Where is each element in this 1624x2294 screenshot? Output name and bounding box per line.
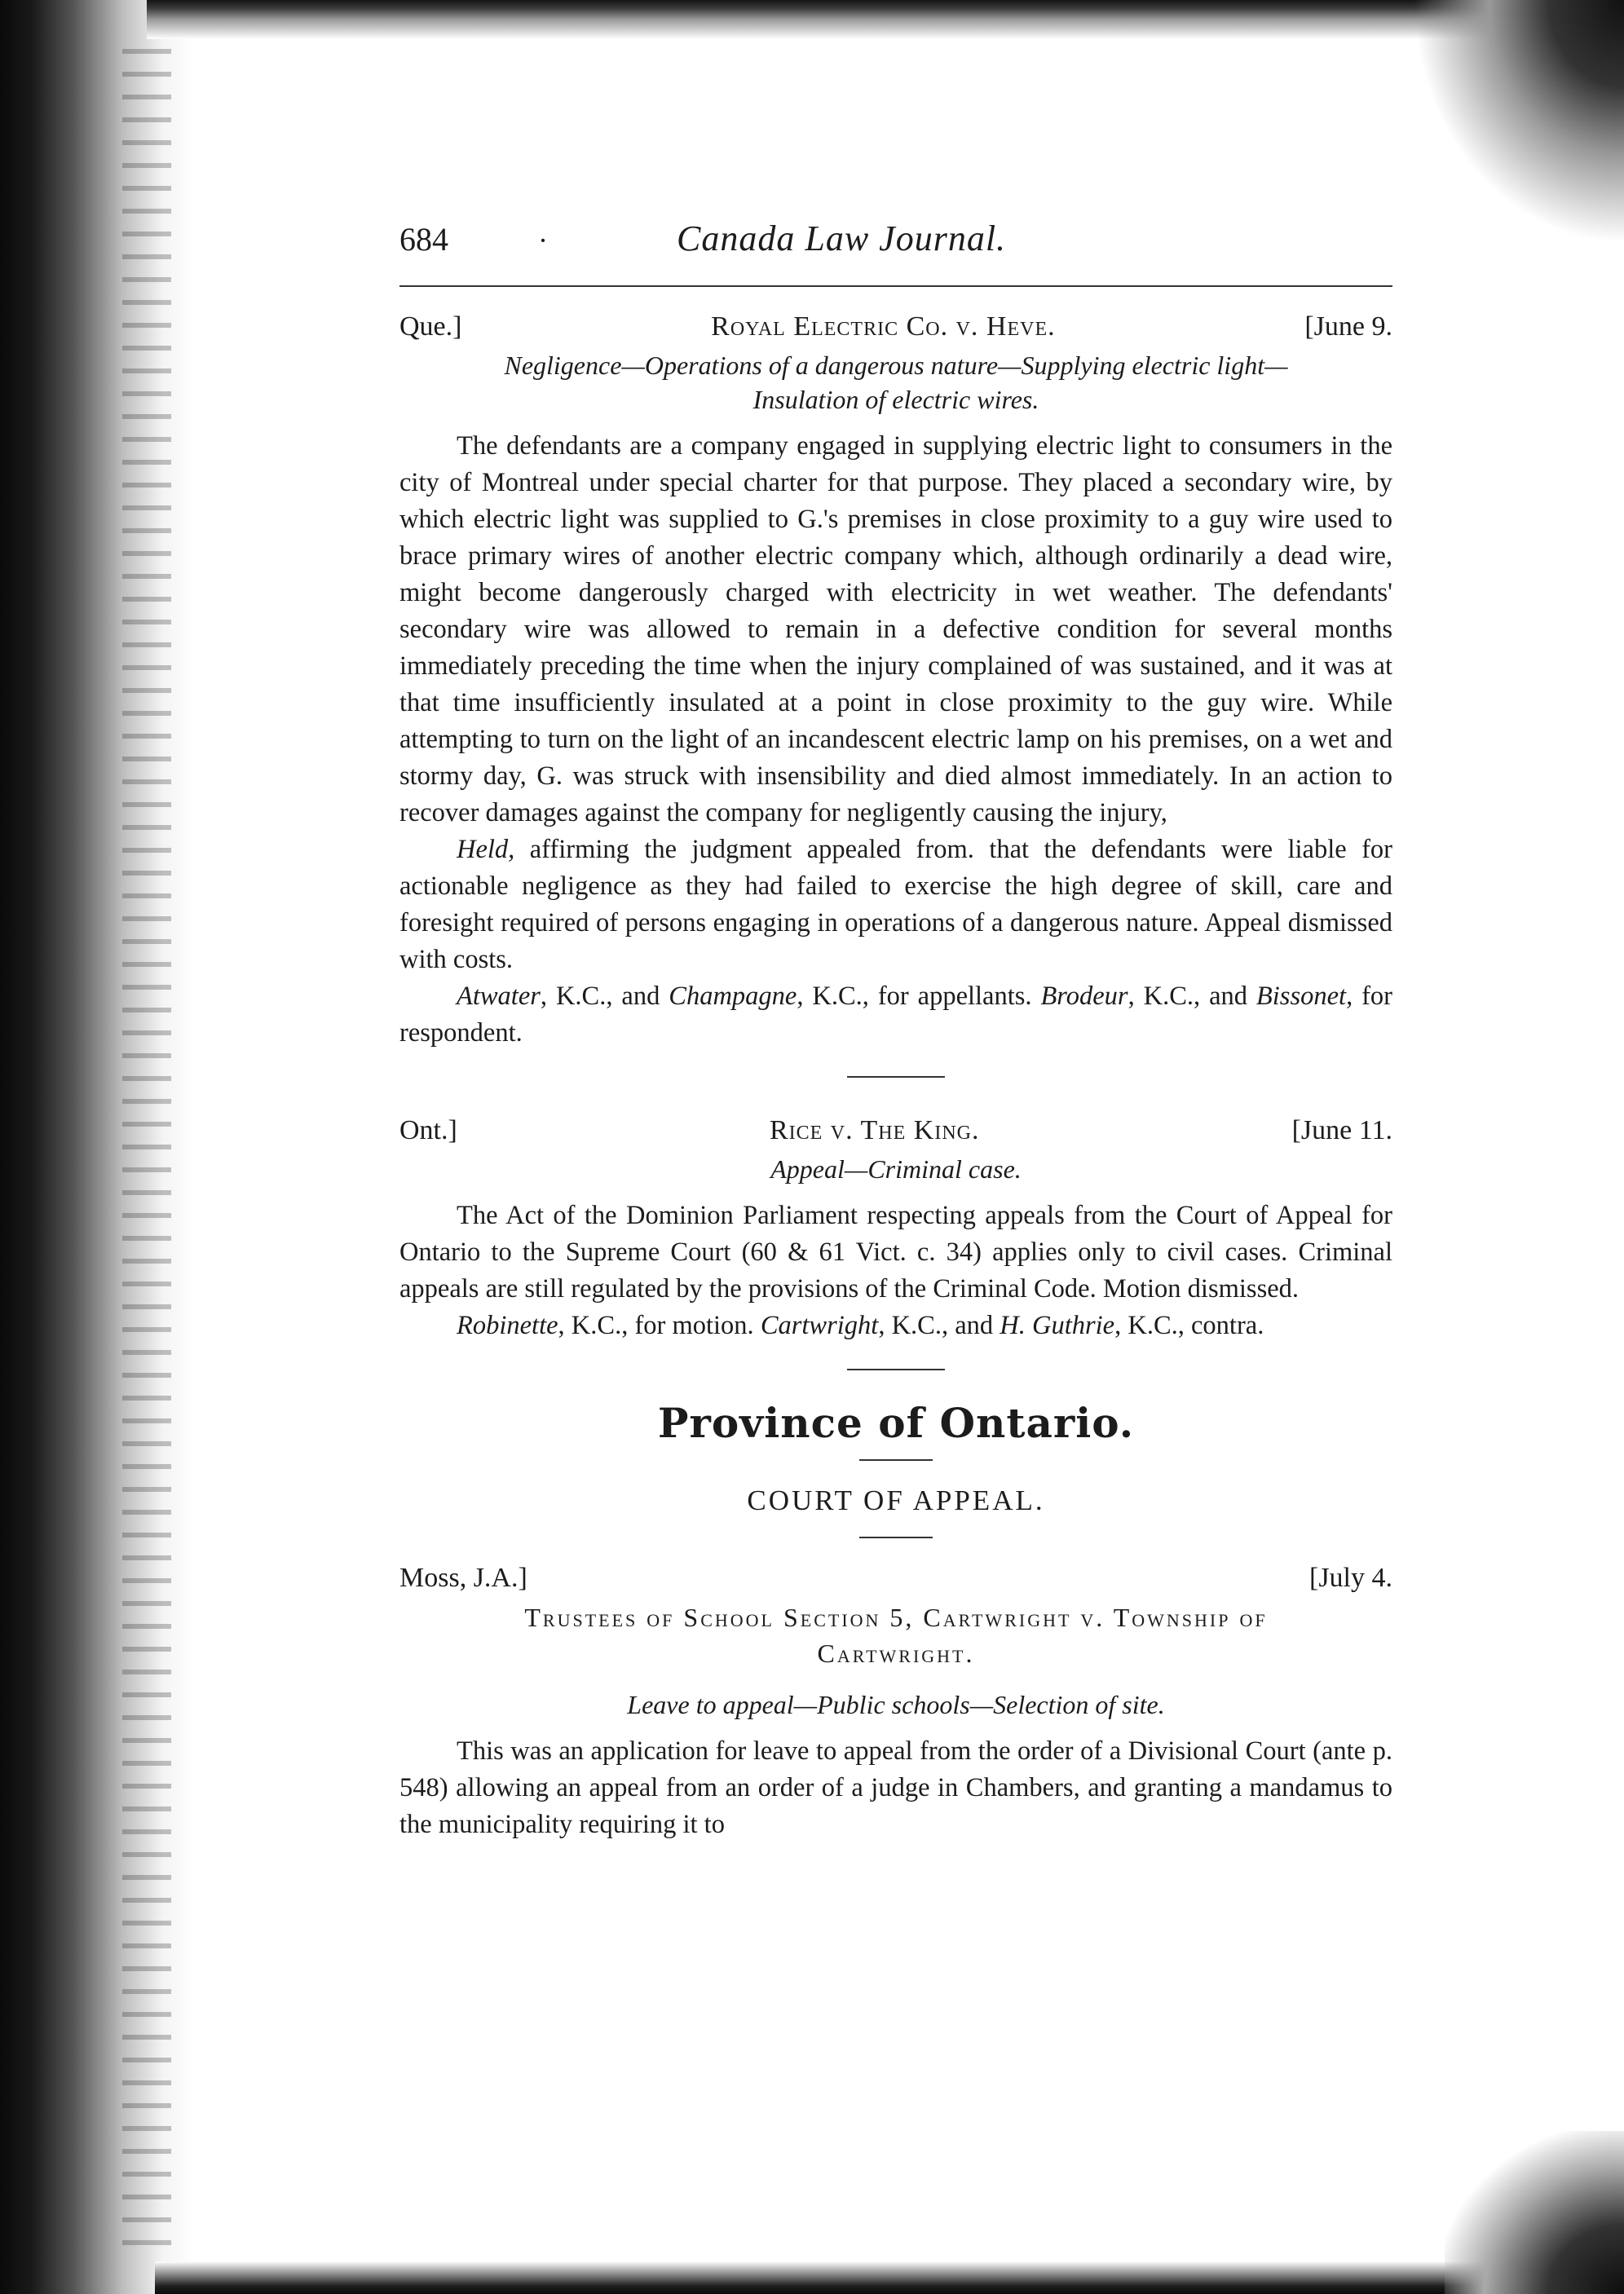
counsel-name: Robinette	[457, 1311, 558, 1340]
running-head	[399, 220, 1392, 269]
case-summary: The Act of the Dominion Parliament respecting appeals from the Court of Appeal for Ontario to the Supreme Court (60 & 61 Vict. c. 34) applies only to civil cases. Criminal appeals are still regulated by the provisions of the Criminal Code. Motion dismissed.	[399, 1201, 1392, 1304]
counsel-name: H. Guthrie	[1000, 1311, 1115, 1340]
case-date: [June 9.	[1304, 311, 1392, 342]
case-subject	[399, 348, 1392, 417]
case-judge: Moss, J.A.]	[399, 1563, 527, 1593]
court-title: COURT OF APPEAL.	[747, 1484, 1045, 1516]
counsel-text: , K.C., and	[540, 982, 669, 1011]
journal-page	[399, 220, 1392, 1843]
running-head-mark: ·	[538, 224, 548, 257]
case-subject-line: Negligence—Operations of a dangerous nature—Supplying electric light—	[504, 351, 1288, 380]
head-rule	[399, 285, 1392, 287]
counsel-text: , for respondent.	[399, 982, 1393, 1048]
case-subject-line: Insulation of electric wires.	[752, 385, 1039, 414]
counsel-text: , K.C., for appellants.	[797, 982, 1041, 1011]
holding-text: affirming the judgment appealed from. that the defendants were liable for actionable negligence as they had failed to exercise the high degree of skill, care and foresight required of persons engaging in operations of a dangerous nature. Appeal dismissed with costs.	[399, 835, 1392, 974]
section-title-rule	[859, 1459, 933, 1461]
section-separator	[847, 1369, 945, 1370]
court-title-rule	[859, 1537, 933, 1538]
case-summary: This was an application for leave to appeal from the order of a Divisional Court (ante p. 548) allowing an appeal from an order of a judge in Chambers, and granting a mandamus to the municipality requiring it to	[399, 1736, 1392, 1839]
counsel-name: Brodeur	[1040, 982, 1128, 1011]
case-heading-trustees	[399, 1559, 1392, 1596]
case-subject: Appeal—Criminal case.	[770, 1154, 1022, 1184]
case-heading-royal-electric	[399, 308, 1392, 345]
case-parties	[399, 1599, 1392, 1671]
scan-edge-texture	[122, 49, 171, 2250]
section-title: Province of Ontario.	[657, 1399, 1135, 1447]
counsel-text: , K.C., for motion.	[558, 1311, 761, 1340]
case-parties-line: Trustees of School Section 5, Cartwright v. Township of	[524, 1603, 1268, 1632]
scan-edge-bottom	[155, 2261, 1624, 2294]
counsel-text: , K.C., and	[1128, 982, 1256, 1011]
case-parties-line: Cartwright.	[817, 1639, 975, 1668]
case-holding	[399, 832, 1392, 978]
counsel-name: Bissonet	[1256, 982, 1347, 1011]
case-heading-rice	[399, 1112, 1392, 1149]
counsel-name: Champagne	[669, 982, 797, 1011]
counsel-text: , K.C., and	[878, 1311, 1000, 1340]
case-province: Que.]	[399, 311, 462, 342]
case-separator	[847, 1076, 945, 1078]
page-number: 684	[399, 221, 448, 258]
case-counsel	[399, 1308, 1392, 1344]
scan-corner-top-right	[1412, 0, 1624, 245]
case-date: [June 11.	[1291, 1115, 1392, 1145]
case-counsel	[399, 978, 1392, 1052]
scan-edge-top	[147, 0, 1624, 39]
case-date: [July 4.	[1309, 1563, 1392, 1593]
held-word: Held,	[457, 835, 515, 864]
scan-corner-bottom-right	[1445, 2131, 1624, 2294]
case-province: Ont.]	[399, 1115, 457, 1145]
journal-title: Canada Law Journal.	[677, 218, 1007, 258]
case-title: Royal Electric Co. v. Heve.	[711, 311, 1056, 342]
case-subject: Leave to appeal—Public schools—Selection of site.	[627, 1690, 1165, 1719]
case-title: Rice v. The King.	[769, 1115, 980, 1145]
counsel-name: Cartwright	[760, 1311, 879, 1340]
case-summary: The defendants are a company engaged in supplying electric light to consumers in the city of Montreal under special charter for that purpose. They placed a secondary wire, by which electric light was supplied to G.'s premises in close proximity to a guy wire used to brace primary wires of another electric company which, although ordinarily a dead wire, might become dangerously charged with electricity in wet weather. The defendants' secondary wire was allowed to remain in a defective condition for several months immediately preceding the time when the injury complained of was sustained, and it was at that time insufficiently insulated at a point in close proximity to the guy wire. While attempting to turn on the light of an incandescent electric lamp on his premises, on a wet and stormy day, G. was struck with insensibility and died almost immediately. In an action to recover damages against the company for negligently causing the injury,	[399, 431, 1392, 827]
counsel-name: Atwater	[457, 982, 541, 1011]
counsel-text: , K.C., contra.	[1114, 1311, 1264, 1340]
